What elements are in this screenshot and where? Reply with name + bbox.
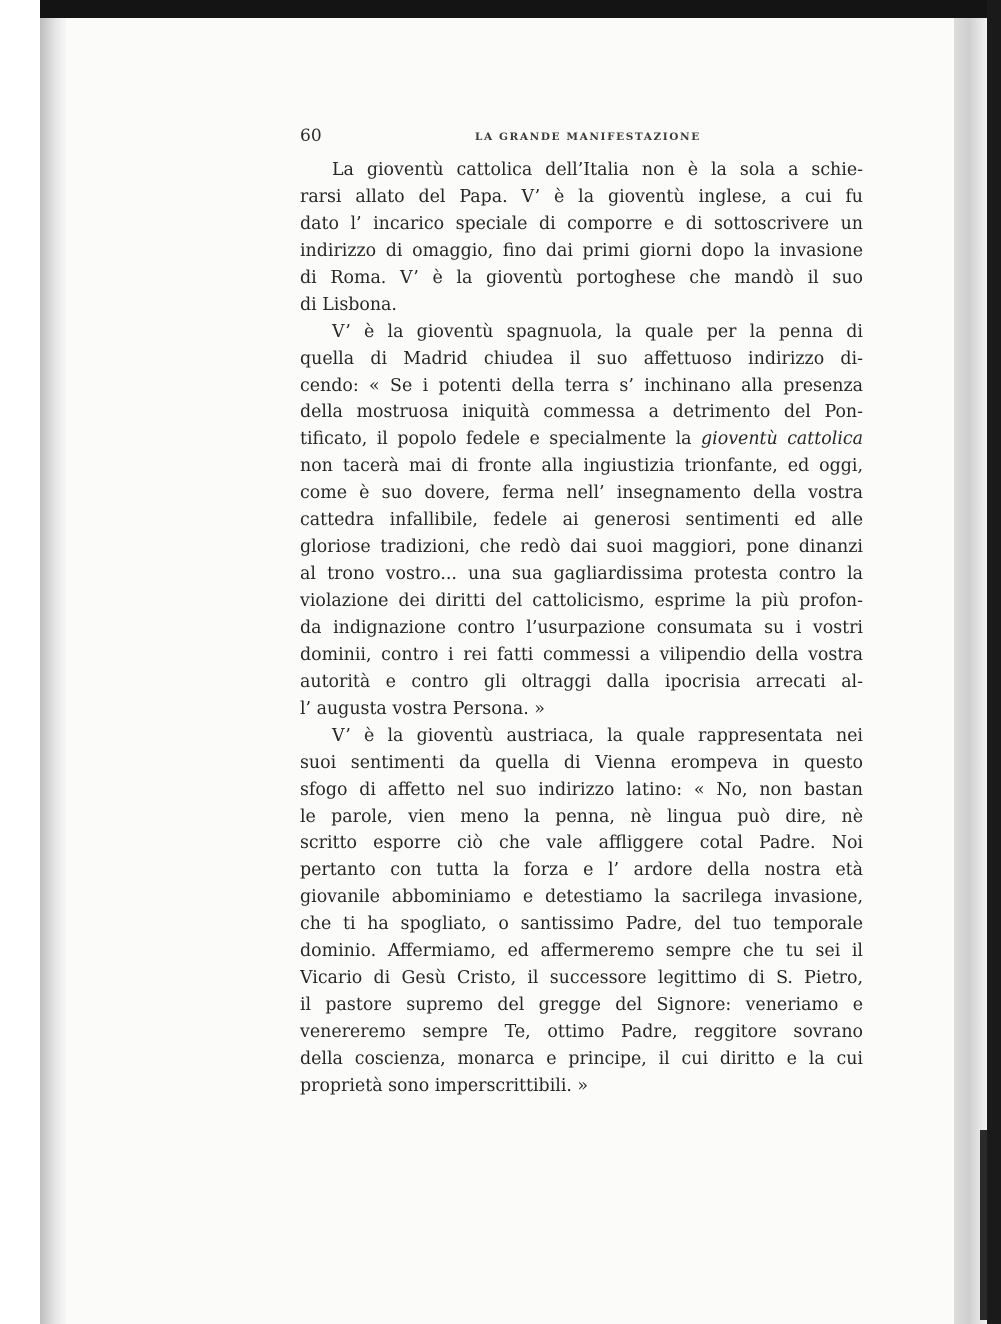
text-line: V’ è la gioventù austriaca, la quale rappresentata nei — [332, 725, 863, 746]
text-line: autorità e contro gli oltraggi dalla ipocrisia arrecati al- — [300, 671, 863, 692]
text-line: suoi sentimenti da quella di Vienna erompeva in questo — [300, 752, 863, 773]
page-number: 60 — [300, 126, 322, 146]
binding-shadow — [40, 18, 66, 1324]
text-line: al trono vostro... una sua gagliardissima protesta contro la — [300, 564, 863, 585]
text-line: il pastore supremo del gregge del Signore: veneriamo e — [300, 995, 863, 1016]
scan-border-top — [40, 0, 1001, 18]
text-line: Vicario di Gesù Cristo, il successore legittimo di S. Pietro, — [300, 968, 863, 989]
text-line: venereremo sempre Te, ottimo Padre, reggitore sovrano — [300, 1022, 863, 1042]
text-line: dato l’ incarico speciale di comporre e di sottoscrivere un — [300, 213, 863, 234]
text-line: cattedra infallibile, fedele ai generosi sentimenti ed alle — [300, 510, 863, 531]
text-line: della coscienza, monarca e principe, il cui diritto e la cui — [300, 1048, 863, 1069]
text-line: di Lisbona. — [300, 294, 397, 315]
scan-border-right — [987, 0, 1001, 1324]
text-line-with-italic — [300, 426, 863, 453]
text-line: scritto esporre ciò che vale affliggere cotal Padre. Noi — [300, 833, 863, 854]
text-fragment: tificato, il popolo fedele e specialmente la — [300, 429, 692, 450]
text-line: quella di Madrid chiudea il suo affettuoso indirizzo di- — [300, 348, 863, 369]
text-line: giovanile abbominiamo e detestiamo la sacrilega invasione, — [300, 887, 863, 908]
text-line: proprietà sono imperscrittibili. » — [300, 1075, 589, 1096]
text-line: da indignazione contro l’usurpazione consumata su i vostri — [300, 617, 863, 638]
text-line: La gioventù cattolica dell’Italia non è la sola a schie- — [332, 160, 863, 180]
text-line: che ti ha spogliato, o santissimo Padre, del tuo temporale — [300, 914, 863, 935]
text-line: violazione dei diritti del cattolicismo, esprime la più profon- — [300, 591, 863, 611]
page-text — [300, 157, 863, 1100]
text-line: cendo: « Se i potenti della terra s’ inchinano alla presenza — [300, 375, 863, 396]
page-edge — [954, 18, 987, 1324]
text-line: della mostruosa iniquità commessa a detrimento del Pon- — [300, 402, 863, 423]
text-line: pertanto con tutta la forza e l’ ardore della nostra età — [300, 860, 863, 881]
text-line: come è suo dovere, ferma nell’ insegnamento della vostra — [300, 483, 863, 504]
text-line: indirizzo di omaggio, fino dai primi giorni dopo la invasione — [300, 240, 863, 261]
text-line: dominii, contro i rei fatti commessi a vilipendio della vostra — [300, 644, 863, 665]
text-line: le parole, vien meno la penna, nè lingua può dire, nè — [300, 806, 863, 827]
text-line: sfogo di affetto nel suo indirizzo latino: « No, non bastan — [300, 779, 863, 800]
text-line: V’ è la gioventù spagnuola, la quale per la penna di — [332, 321, 863, 342]
italic-phrase: gioventù cattolica — [701, 429, 863, 450]
text-line: dominio. Affermiamo, ed affermeremo sempre che tu sei il — [300, 941, 863, 962]
text-line: non tacerà mai di fronte alla ingiustizia trionfante, ed oggi, — [300, 456, 863, 477]
text-line: l’ augusta vostra Persona. » — [300, 698, 545, 719]
text-line: rarsi allato del Papa. V’ è la gioventù inglese, a cui fu — [300, 186, 863, 207]
text-line: di Roma. V’ è la gioventù portoghese che mandò il suo — [300, 267, 863, 288]
running-title: LA GRANDE MANIFESTAZIONE — [475, 131, 701, 143]
text-line: gloriose tradizioni, che redò dai suoi maggiori, pone dinanzi — [300, 537, 863, 558]
